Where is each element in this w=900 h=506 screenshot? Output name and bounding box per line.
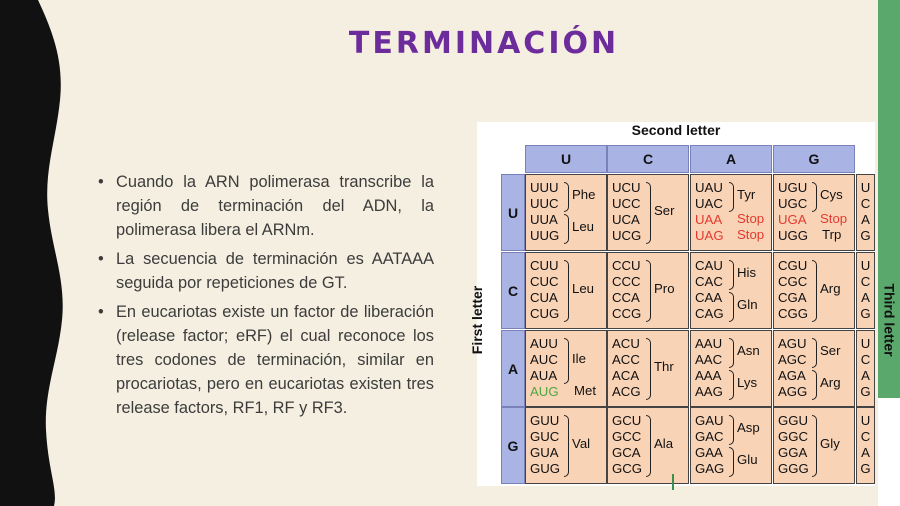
bracket-glyph — [729, 370, 734, 400]
third-letter: A — [861, 290, 870, 305]
codon: CAG — [695, 306, 724, 321]
second-letter-label: Second letter — [631, 122, 721, 138]
codon: ACG — [612, 384, 641, 399]
third-letter-label: Third letter — [881, 283, 898, 357]
slide-title: TERMINACIÓN — [348, 26, 620, 61]
codon: CCU — [612, 258, 641, 273]
bracket-glyph — [564, 415, 569, 477]
amino-acid-label: Ser — [820, 343, 841, 358]
codon: UUU — [530, 180, 559, 195]
second-letter-header: A — [690, 145, 772, 173]
third-letter: U — [860, 258, 871, 273]
bracket-glyph — [729, 182, 734, 212]
divider-tick — [672, 474, 674, 490]
codon: GCA — [612, 445, 641, 460]
codon: CAU — [695, 258, 723, 273]
amino-acid-label: Val — [572, 436, 591, 451]
amino-acid-label: Asp — [737, 420, 760, 435]
amino-acid-label: Trp — [822, 227, 842, 242]
bracket-glyph — [646, 260, 651, 322]
amino-acid-label: Ile — [572, 351, 586, 366]
codon: GCC — [612, 429, 642, 444]
codon-cell — [607, 407, 689, 484]
codon: UCU — [612, 180, 641, 195]
amino-acid-label: Tyr — [737, 187, 756, 202]
amino-acid-label: Glu — [737, 452, 758, 467]
codon-cell — [773, 174, 855, 251]
codon-cell — [525, 330, 607, 407]
bracket-glyph — [646, 338, 651, 400]
third-letter: U — [860, 180, 871, 195]
amino-acid-label: Lys — [737, 375, 758, 390]
codon: UGC — [778, 196, 808, 211]
third-letter: G — [860, 306, 871, 321]
codon: ACC — [612, 352, 640, 367]
codon: AGA — [778, 368, 806, 383]
third-letter-column — [856, 407, 875, 484]
codon: GAU — [695, 413, 724, 428]
codon: CGC — [778, 274, 808, 289]
codon: CUU — [530, 258, 559, 273]
third-letter: G — [860, 228, 871, 243]
bracket-glyph — [729, 292, 734, 322]
codon: CCA — [612, 290, 640, 305]
codon: GAG — [695, 461, 725, 476]
bracket-glyph — [812, 370, 817, 400]
codon-cell — [690, 252, 772, 329]
codon-cell — [525, 174, 607, 251]
codon-cell — [690, 174, 772, 251]
bullet-item — [98, 300, 434, 420]
codon: GCG — [612, 461, 643, 476]
amino-acid-label: Met — [574, 383, 596, 398]
amino-acid-label: Phe — [572, 187, 596, 202]
codon: UGG — [778, 228, 809, 243]
bullet-text: En eucariotas existe un factor de liberación (release factor; eRF) el cual reconoce los tres codones de terminación, similar en procariotas, pero en eucariotas existen tres release factors, RF1, RF y RF3. — [116, 303, 434, 417]
bracket-glyph — [729, 447, 734, 477]
bullet-dot: • — [98, 250, 104, 268]
amino-acid-label: Cys — [820, 187, 843, 202]
third-letter: C — [860, 352, 871, 367]
codon: CAA — [695, 290, 723, 305]
codon-cell — [690, 407, 772, 484]
bullet-text: La secuencia de terminación es AATAAA seguida por repeticiones de GT. — [116, 250, 434, 292]
bracket-glyph — [729, 415, 734, 445]
bullet-item — [98, 247, 434, 295]
second-letter-header: C — [607, 145, 689, 173]
amino-acid-label: Gln — [737, 297, 758, 312]
third-letter-column — [856, 174, 875, 251]
codon: UUA — [530, 212, 558, 227]
bracket-glyph — [812, 260, 817, 322]
codon: ACA — [612, 368, 640, 383]
bracket-glyph — [564, 182, 569, 212]
codon: CGG — [778, 306, 809, 321]
codon: CGA — [778, 290, 807, 305]
second-letter-header: U — [525, 145, 607, 173]
first-letter-header: G — [501, 407, 525, 484]
third-letter: A — [861, 445, 870, 460]
third-letter: G — [860, 461, 871, 476]
codon: CUG — [530, 306, 560, 321]
codon: AUA — [530, 368, 558, 383]
codon: AAC — [695, 352, 723, 367]
codon: CUA — [530, 290, 558, 305]
codon: UUC — [530, 196, 559, 211]
codon: GAC — [695, 429, 724, 444]
first-letter-header: U — [501, 174, 525, 251]
codon: AGC — [778, 352, 807, 367]
amino-acid-label: Gly — [820, 436, 840, 451]
codon: GGC — [778, 429, 809, 444]
third-letter: U — [860, 413, 871, 428]
first-letter-header: C — [501, 252, 525, 329]
codon: UCA — [612, 212, 640, 227]
codon: CUC — [530, 274, 559, 289]
amino-acid-label: Ser — [654, 203, 675, 218]
codon: UCG — [612, 228, 642, 243]
codon: AGG — [778, 384, 808, 399]
amino-acid-label: Arg — [820, 375, 841, 390]
codon: CGU — [778, 258, 808, 273]
codon: GUA — [530, 445, 559, 460]
bullet-dot: • — [98, 173, 104, 191]
codon: ACU — [612, 336, 640, 351]
bracket-glyph — [564, 338, 569, 384]
codon-cell — [525, 252, 607, 329]
third-letter: A — [861, 212, 870, 227]
amino-acid-label: Arg — [820, 281, 841, 296]
codon: AUU — [530, 336, 558, 351]
codon: UAG — [695, 228, 724, 243]
amino-acid-label: Leu — [572, 219, 595, 234]
codon-cell — [690, 330, 772, 407]
codon: UAU — [695, 180, 723, 195]
amino-acid-label: Leu — [572, 281, 595, 296]
first-letter-header: A — [501, 330, 525, 407]
third-letter: C — [860, 429, 871, 444]
codon: CCG — [612, 306, 642, 321]
codon: AAG — [695, 384, 723, 399]
codon-cell — [607, 252, 689, 329]
codon: GUC — [530, 429, 560, 444]
codon-table-image — [469, 122, 898, 486]
amino-acid-label: His — [737, 265, 757, 280]
first-letter-label: First letter — [469, 285, 486, 355]
third-letter: C — [860, 196, 871, 211]
third-letter-column — [856, 330, 875, 407]
amino-acid-label: Stop — [820, 211, 848, 226]
codon: AAU — [695, 336, 723, 351]
decorative-wave-strip — [0, 0, 70, 506]
second-letter-header: G — [773, 145, 855, 173]
third-letter-column — [856, 252, 875, 329]
codon: UUG — [530, 228, 560, 243]
bullet-dot: • — [98, 303, 104, 321]
codon: GAA — [695, 445, 723, 460]
bullet-list — [98, 170, 434, 425]
codon: GCU — [612, 413, 642, 428]
bracket-glyph — [729, 260, 734, 290]
codon: UAA — [695, 212, 723, 227]
amino-acid-label: Thr — [654, 359, 674, 374]
amino-acid-label: Ala — [654, 436, 674, 451]
bracket-glyph — [729, 338, 734, 368]
codon: CAC — [695, 274, 723, 289]
codon: AAA — [695, 368, 722, 383]
codon-cell — [773, 330, 855, 407]
codon: UAC — [695, 196, 723, 211]
codon: UGA — [778, 212, 807, 227]
codon: UCC — [612, 196, 641, 211]
third-letter: U — [860, 336, 871, 351]
bracket-glyph — [564, 214, 569, 244]
codon-cell — [773, 407, 855, 484]
bracket-glyph — [646, 182, 651, 244]
third-letter: C — [860, 274, 871, 289]
bullet-item — [98, 170, 434, 242]
amino-acid-label: Stop — [737, 227, 765, 242]
codon: GGA — [778, 445, 808, 460]
third-letter: A — [861, 368, 870, 383]
codon-cell — [607, 174, 689, 251]
codon: AUG — [530, 384, 559, 399]
amino-acid-label: Stop — [737, 211, 765, 226]
third-letter: G — [860, 384, 871, 399]
amino-acid-label: Pro — [654, 281, 675, 296]
bracket-glyph — [812, 182, 817, 212]
bullet-text: Cuando la ARN polimerasa transcribe la región de terminación del ADN, la polimerasa libera el ARNm. — [116, 173, 434, 239]
codon: AUC — [530, 352, 558, 367]
codon: GGU — [778, 413, 809, 428]
codon: GUU — [530, 413, 560, 428]
bracket-glyph — [812, 415, 817, 477]
amino-acid-label: Asn — [737, 343, 760, 358]
codon: UGU — [778, 180, 808, 195]
bracket-glyph — [646, 415, 651, 477]
codon: GGG — [778, 461, 809, 476]
codon-cell — [525, 407, 607, 484]
bracket-glyph — [812, 338, 817, 368]
codon-cell — [773, 252, 855, 329]
codon: CCC — [612, 274, 641, 289]
bracket-glyph — [564, 260, 569, 322]
accent-bar-gap — [878, 398, 900, 506]
codon: AGU — [778, 336, 807, 351]
codon-cell — [607, 330, 689, 407]
codon: GUG — [530, 461, 561, 476]
